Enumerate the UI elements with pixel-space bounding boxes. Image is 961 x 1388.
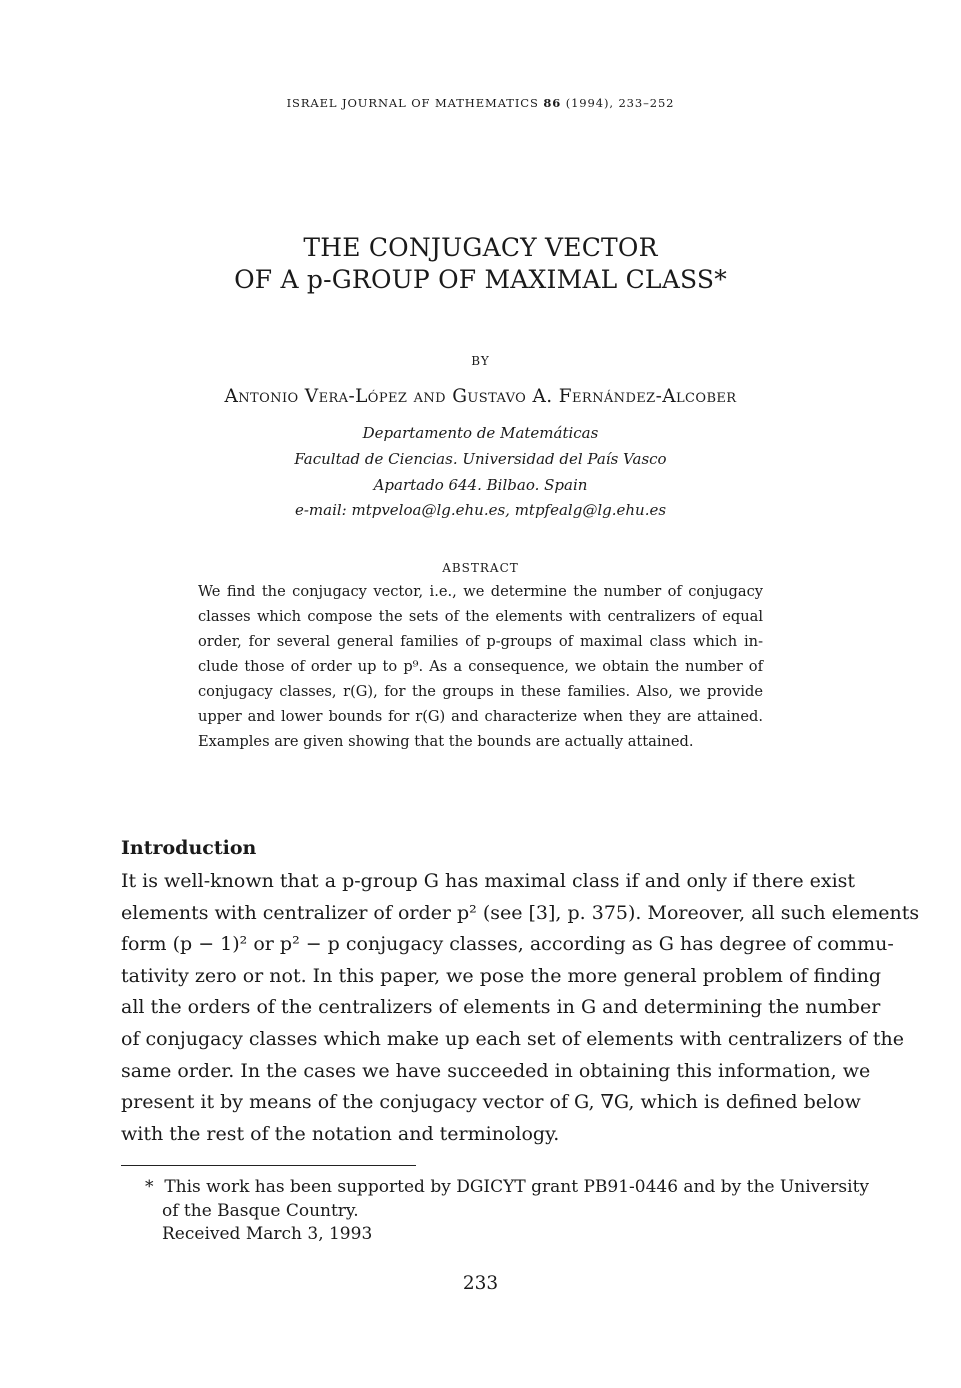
- footnote-line-2: of the Basque Country.: [162, 1200, 359, 1221]
- journal-header: [0, 96, 961, 110]
- abstract-line: clude those of order up to p⁹. As a consequence, we obtain the number of: [198, 658, 763, 675]
- introduction-heading: Introduction: [121, 837, 257, 859]
- title-line-2: OF A p-GROUP OF MAXIMAL CLASS*: [234, 265, 727, 294]
- footnote: [145, 1176, 870, 1247]
- affiliation-address: Apartado 644. Bilbao. Spain: [373, 476, 588, 494]
- abstract-body: [198, 579, 763, 754]
- body-line: with the rest of the notation and terminology.: [121, 1122, 560, 1145]
- journal-year-pages: (1994), 233–252: [565, 96, 675, 110]
- footnote-text: This work has been supported by DGICYT grant PB91-0446 and by the University: [164, 1177, 870, 1197]
- body-line: tativity zero or not. In this paper, we pose the more general problem of finding: [121, 964, 882, 987]
- abstract-line: Examples are given showing that the bounds are actually attained.: [198, 733, 694, 750]
- body-line: all the orders of the centralizers of elements in G and determining the number: [121, 996, 881, 1019]
- footnote-rule: [121, 1165, 416, 1166]
- journal-volume: 86: [543, 96, 562, 110]
- introduction-body: [121, 866, 920, 1150]
- body-line: same order. In the cases we have succeeded in obtaining this information, we: [121, 1059, 871, 1082]
- abstract-line: We find the conjugacy vector, i.e., we determine the number of conjugacy: [198, 583, 763, 600]
- page-number: 233: [462, 1273, 499, 1294]
- affiliation-faculty: Facultad de Ciencias. Universidad del País Vasco: [294, 450, 667, 468]
- authors: Antonio Vera-López and Gustavo A. Fernández-Alcober: [224, 386, 737, 407]
- footnote-marker: *: [145, 1177, 154, 1197]
- body-line: elements with centralizer of order p² (see [3], p. 375). Moreover, all such elements: [121, 901, 920, 924]
- abstract-line: order, for several general families of p-groups of maximal class which in-: [198, 633, 763, 650]
- paper-title: [0, 232, 961, 296]
- body-line: form (p − 1)² or p² − p conjugacy classes, according as G has degree of commu-: [121, 933, 894, 956]
- affiliation-email: e-mail: mtpveloa@lg.ehu.es, mtpfealg@lg.ehu.es: [294, 501, 667, 519]
- abstract-heading: ABSTRACT: [442, 561, 519, 575]
- footnote-line-1: [145, 1176, 870, 1200]
- abstract-line: classes which compose the sets of the elements with centralizers of equal: [198, 608, 763, 625]
- by-label: BY: [471, 354, 490, 368]
- abstract-line: upper and lower bounds for r(G) and characterize when they are attained.: [198, 708, 763, 725]
- abstract-line: conjugacy classes, r(G), for the groups in these families. Also, we provide: [198, 683, 763, 700]
- footnote-received: Received March 3, 1993: [162, 1224, 373, 1244]
- title-line-1: THE CONJUGACY VECTOR: [303, 233, 658, 262]
- body-line: present it by means of the conjugacy vector of G, ∇G, which is defined below: [121, 1091, 861, 1114]
- journal-name: ISRAEL JOURNAL OF MATHEMATICS: [286, 96, 539, 110]
- affiliation-department: Departamento de Matemáticas: [362, 424, 599, 442]
- body-line: of conjugacy classes which make up each set of elements with centralizers of the: [121, 1027, 904, 1050]
- body-line: It is well-known that a p-group G has maximal class if and only if there exist: [121, 870, 856, 892]
